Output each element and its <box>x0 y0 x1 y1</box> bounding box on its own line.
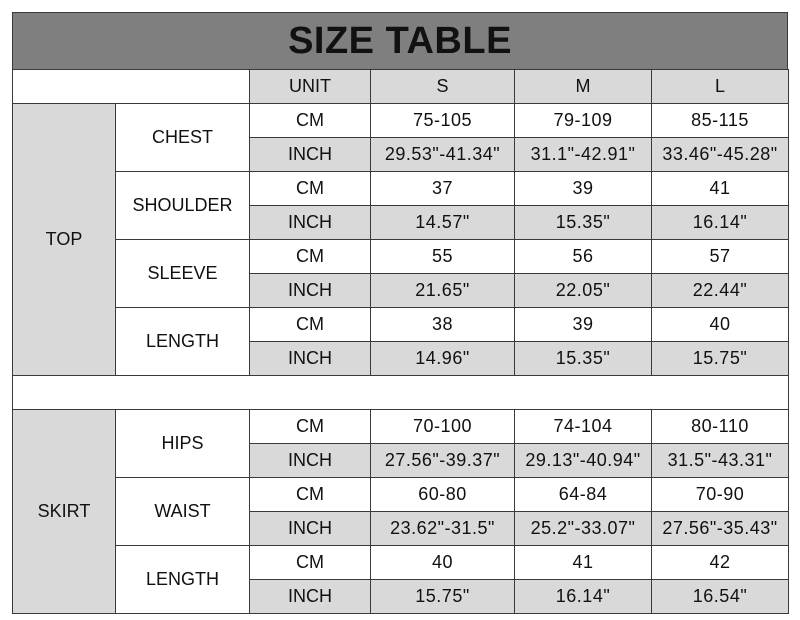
unit-cell: INCH <box>250 512 371 546</box>
unit-cell: CM <box>250 478 371 512</box>
value-cell: 64-84 <box>515 478 652 512</box>
unit-cell: CM <box>250 308 371 342</box>
header-blank-cell <box>13 70 250 104</box>
measurement-label: LENGTH <box>116 546 250 614</box>
value-cell: 57 <box>652 240 789 274</box>
value-cell: 27.56"-35.43" <box>652 512 789 546</box>
value-cell: 75-105 <box>371 104 515 138</box>
unit-cell: INCH <box>250 206 371 240</box>
measurement-label: CHEST <box>116 104 250 172</box>
value-cell: 31.1"-42.91" <box>515 138 652 172</box>
value-cell: 22.05" <box>515 274 652 308</box>
value-cell: 33.46"-45.28" <box>652 138 789 172</box>
value-cell: 41 <box>652 172 789 206</box>
value-cell: 85-115 <box>652 104 789 138</box>
unit-cell: INCH <box>250 580 371 614</box>
table-row <box>13 308 789 342</box>
value-cell: 29.13"-40.94" <box>515 444 652 478</box>
page-title: SIZE TABLE <box>12 12 788 69</box>
unit-cell: CM <box>250 410 371 444</box>
table-row <box>13 410 789 444</box>
value-cell: 15.75" <box>371 580 515 614</box>
header-size-l: L <box>652 70 789 104</box>
table-row <box>13 240 789 274</box>
size-table-container <box>12 12 788 614</box>
value-cell: 14.57" <box>371 206 515 240</box>
value-cell: 16.14" <box>515 580 652 614</box>
unit-cell: INCH <box>250 274 371 308</box>
value-cell: 39 <box>515 308 652 342</box>
measurement-label: HIPS <box>116 410 250 478</box>
unit-cell: CM <box>250 104 371 138</box>
table-row <box>13 104 789 138</box>
value-cell: 25.2"-33.07" <box>515 512 652 546</box>
value-cell: 29.53"-41.34" <box>371 138 515 172</box>
value-cell: 22.44" <box>652 274 789 308</box>
value-cell: 41 <box>515 546 652 580</box>
value-cell: 21.65" <box>371 274 515 308</box>
value-cell: 15.35" <box>515 342 652 376</box>
section-spacer-row <box>13 376 789 410</box>
value-cell: 39 <box>515 172 652 206</box>
value-cell: 79-109 <box>515 104 652 138</box>
measurement-label: SLEEVE <box>116 240 250 308</box>
unit-cell: INCH <box>250 444 371 478</box>
value-cell: 14.96" <box>371 342 515 376</box>
value-cell: 16.54" <box>652 580 789 614</box>
value-cell: 70-100 <box>371 410 515 444</box>
table-row <box>13 546 789 580</box>
unit-cell: CM <box>250 240 371 274</box>
value-cell: 60-80 <box>371 478 515 512</box>
size-table <box>12 69 789 614</box>
table-row <box>13 172 789 206</box>
value-cell: 31.5"-43.31" <box>652 444 789 478</box>
value-cell: 15.35" <box>515 206 652 240</box>
header-size-m: M <box>515 70 652 104</box>
unit-cell: CM <box>250 172 371 206</box>
section-spacer-cell <box>13 376 789 410</box>
unit-cell: INCH <box>250 138 371 172</box>
table-row <box>13 478 789 512</box>
value-cell: 27.56"-39.37" <box>371 444 515 478</box>
value-cell: 40 <box>652 308 789 342</box>
header-unit: UNIT <box>250 70 371 104</box>
value-cell: 40 <box>371 546 515 580</box>
section-label-top: TOP <box>13 104 116 376</box>
unit-cell: INCH <box>250 342 371 376</box>
value-cell: 70-90 <box>652 478 789 512</box>
value-cell: 16.14" <box>652 206 789 240</box>
measurement-label: LENGTH <box>116 308 250 376</box>
value-cell: 74-104 <box>515 410 652 444</box>
header-size-s: S <box>371 70 515 104</box>
value-cell: 38 <box>371 308 515 342</box>
value-cell: 15.75" <box>652 342 789 376</box>
value-cell: 42 <box>652 546 789 580</box>
section-label-skirt: SKIRT <box>13 410 116 614</box>
unit-cell: CM <box>250 546 371 580</box>
measurement-label: WAIST <box>116 478 250 546</box>
value-cell: 55 <box>371 240 515 274</box>
value-cell: 56 <box>515 240 652 274</box>
value-cell: 80-110 <box>652 410 789 444</box>
measurement-label: SHOULDER <box>116 172 250 240</box>
value-cell: 23.62"-31.5" <box>371 512 515 546</box>
header-row <box>13 70 789 104</box>
value-cell: 37 <box>371 172 515 206</box>
